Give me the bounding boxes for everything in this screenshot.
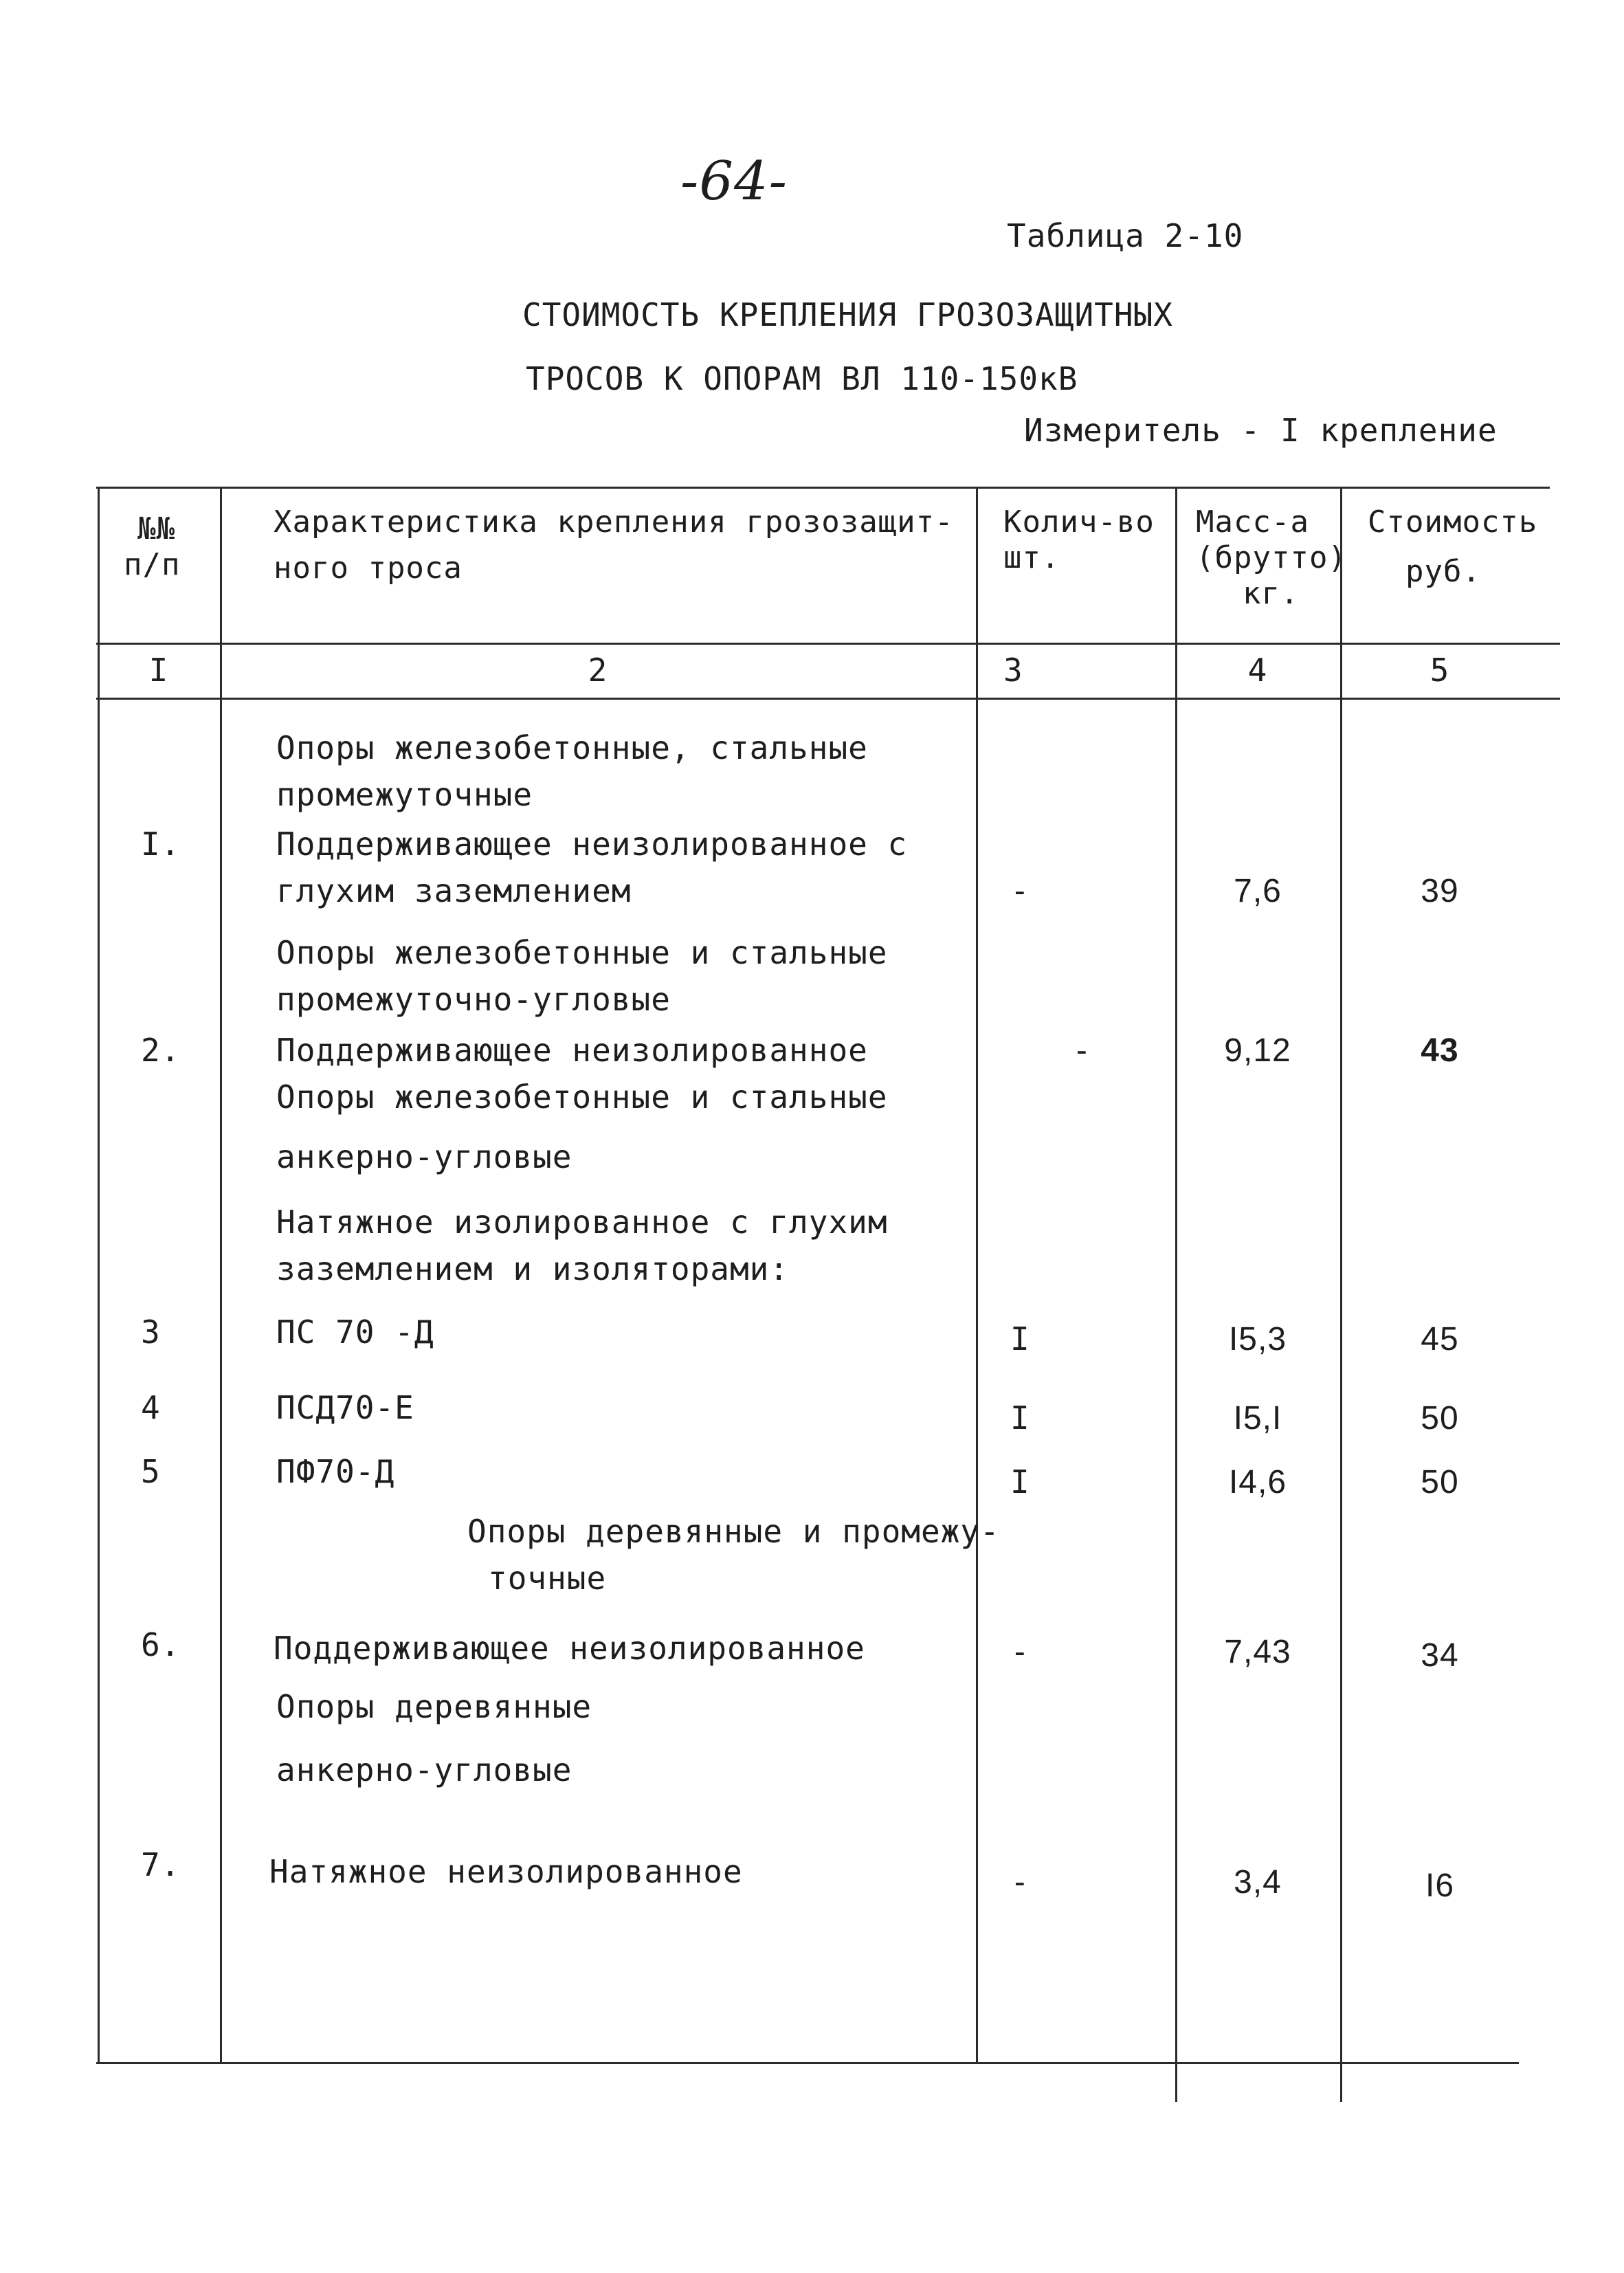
- section-heading: Опоры железобетонные и стальные: [276, 1078, 888, 1116]
- section-heading: Опоры железобетонные, стальные: [276, 729, 868, 766]
- row-description: ПС 70 -Д: [276, 1313, 434, 1351]
- row-number: 2.: [141, 1032, 181, 1069]
- table-bottom-border: [96, 2062, 1519, 2064]
- unit-measure: Измеритель - I крепление: [1024, 412, 1498, 449]
- section-heading: промежуточные: [276, 776, 533, 813]
- header-number-l2: п/п: [124, 547, 181, 582]
- column-divider-3: [1175, 487, 1177, 2102]
- row-number: 4: [141, 1389, 161, 1426]
- row-description: Поддерживающее неизолированное: [276, 1032, 868, 1069]
- row-description: Натяжное неизолированное: [269, 1853, 743, 1890]
- row-quantity: -: [1010, 1633, 1030, 1670]
- row-cost: 34: [1421, 1637, 1459, 1674]
- column-number-1: I: [148, 652, 169, 689]
- row-quantity: -: [1010, 1863, 1030, 1900]
- section-heading: Опоры деревянные: [276, 1688, 592, 1725]
- row-number: 5: [141, 1453, 161, 1490]
- column-number-4: 4: [1247, 652, 1268, 689]
- title-line-2: ТРОСОВ К ОПОРАМ ВЛ 110-150кВ: [526, 360, 1078, 397]
- row-quantity: -: [1010, 872, 1030, 909]
- column-number-5: 5: [1430, 652, 1450, 689]
- row-mass: 7,43: [1224, 1634, 1291, 1670]
- section-heading: анкерно-угловые: [276, 1138, 572, 1175]
- row-mass: I4,6: [1228, 1464, 1287, 1500]
- row-description: Поддерживающее неизолированное с: [276, 825, 908, 863]
- header-quantity-l2: шт.: [1003, 540, 1060, 575]
- table-top-border: [96, 487, 1550, 489]
- row-quantity: I: [1010, 1399, 1030, 1437]
- row-cost: I6: [1425, 1867, 1455, 1904]
- header-description-l1: Характеристика крепления грозозащит-: [274, 505, 954, 540]
- row-number: 6.: [141, 1626, 181, 1663]
- row-description: Поддерживающее неизолированное: [274, 1630, 865, 1667]
- row-quantity: I: [1010, 1463, 1030, 1500]
- row-cost: 43: [1421, 1032, 1459, 1069]
- row-mass: 3,4: [1234, 1864, 1282, 1900]
- row-mass: 7,6: [1234, 873, 1282, 909]
- row-number: 3: [141, 1313, 161, 1351]
- column-number-2: 2: [588, 652, 608, 689]
- row-cost: 50: [1421, 1464, 1459, 1500]
- header-quantity-l1: Колич-во: [1003, 505, 1155, 540]
- row-description: ПФ70-Д: [276, 1453, 395, 1490]
- row-mass: I5,3: [1228, 1321, 1287, 1357]
- header-mass-l1: Масс-а: [1196, 505, 1309, 540]
- section-heading: Опоры железобетонные и стальные: [276, 934, 888, 971]
- row-quantity: -: [1072, 1032, 1092, 1069]
- row-quantity: I: [1010, 1320, 1030, 1357]
- header-cost-l2: руб.: [1405, 554, 1481, 589]
- table-label: Таблица 2-10: [1007, 217, 1244, 254]
- header-description-l2: ного троса: [274, 551, 463, 586]
- section-heading: промежуточно-угловые: [276, 981, 671, 1018]
- title-line-1: СТОИМОСТЬ КРЕПЛЕНИЯ ГРОЗОЗАЩИТНЫХ: [522, 296, 1173, 333]
- column-divider-1: [220, 487, 222, 2064]
- section-heading: точные: [488, 1560, 607, 1597]
- row-description: глухим заземлением: [276, 872, 632, 909]
- header-mass-l3: кг.: [1243, 576, 1300, 611]
- section-heading: Опоры деревянные и промежу-: [467, 1513, 1000, 1550]
- row-description: ПСД70-Е: [276, 1389, 414, 1426]
- header-cost-l1: Стоимость: [1368, 505, 1538, 540]
- header-mass-l2: (брутто): [1196, 540, 1347, 575]
- row-number: 7.: [141, 1846, 181, 1883]
- row-number: I.: [141, 825, 181, 863]
- subsection-heading: заземлением и изоляторами:: [276, 1250, 790, 1287]
- column-number-3: 3: [1003, 652, 1023, 689]
- page-number: -64-: [680, 151, 788, 212]
- row-mass: I5,I: [1233, 1400, 1282, 1437]
- row-mass: 9,12: [1224, 1032, 1291, 1069]
- row-cost: 50: [1421, 1400, 1459, 1437]
- column-divider-2: [976, 487, 978, 2064]
- row-cost: 45: [1421, 1321, 1459, 1357]
- column-divider-4: [1340, 487, 1342, 2102]
- header-number-l1: №№: [137, 511, 175, 546]
- table-left-border: [98, 487, 100, 2064]
- row-cost: 39: [1421, 873, 1459, 909]
- section-heading: анкерно-угловые: [276, 1751, 572, 1788]
- subsection-heading: Натяжное изолированное с глухим: [276, 1204, 888, 1241]
